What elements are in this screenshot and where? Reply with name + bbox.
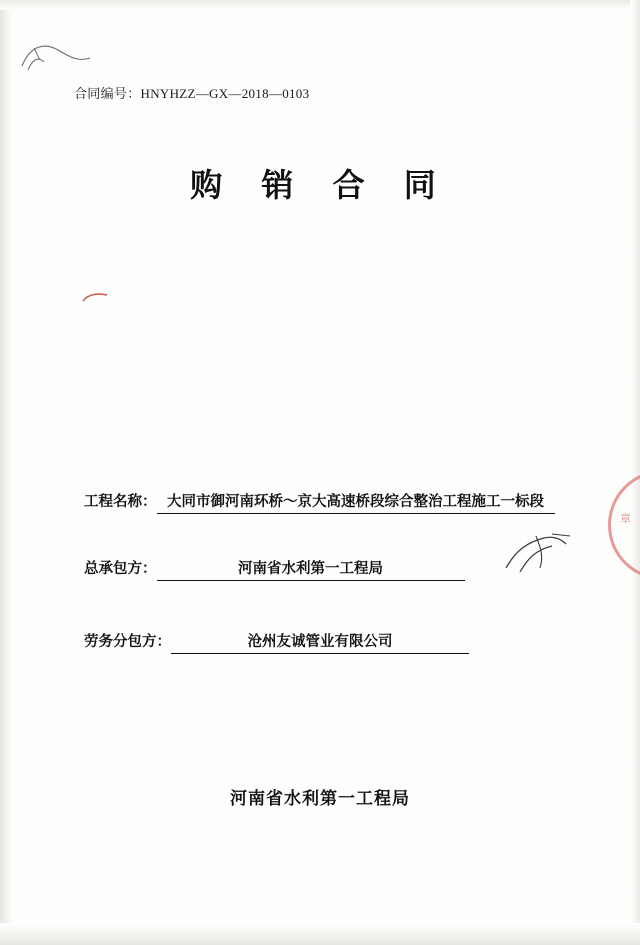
- contract-number: 合同编号：HNYHZZ—GX—2018—0103: [74, 86, 310, 101]
- handwritten-signature-icon: [500, 528, 580, 580]
- seal-text: 章: [620, 512, 631, 525]
- red-seal-stamp: [600, 470, 640, 580]
- field-general-contractor-label: 总承包方：: [84, 561, 157, 577]
- page-title: 购 销 合 同: [190, 166, 450, 204]
- pen-scribble-icon: [18, 36, 98, 76]
- field-labor-subcontractor: [84, 630, 469, 654]
- field-general-contractor-value: 河南省水利第一工程局: [157, 557, 465, 581]
- page-edge-shadow-bottom: [0, 923, 640, 945]
- field-project-name: [84, 490, 555, 514]
- field-labor-subcontractor-label: 劳务分包方：: [84, 634, 171, 650]
- field-project-name-label: 工程名称：: [84, 494, 157, 510]
- red-check-mark-icon: [82, 292, 108, 304]
- field-labor-subcontractor-value: 沧州友诚管业有限公司: [171, 630, 469, 654]
- field-project-name-value: 大同市御河南环桥～京大高速桥段综合整治工程施工一标段: [157, 490, 555, 514]
- footer-organization: 河南省水利第一工程局: [230, 789, 410, 809]
- field-general-contractor: [84, 557, 465, 581]
- page-edge-shadow-top: [0, 0, 640, 10]
